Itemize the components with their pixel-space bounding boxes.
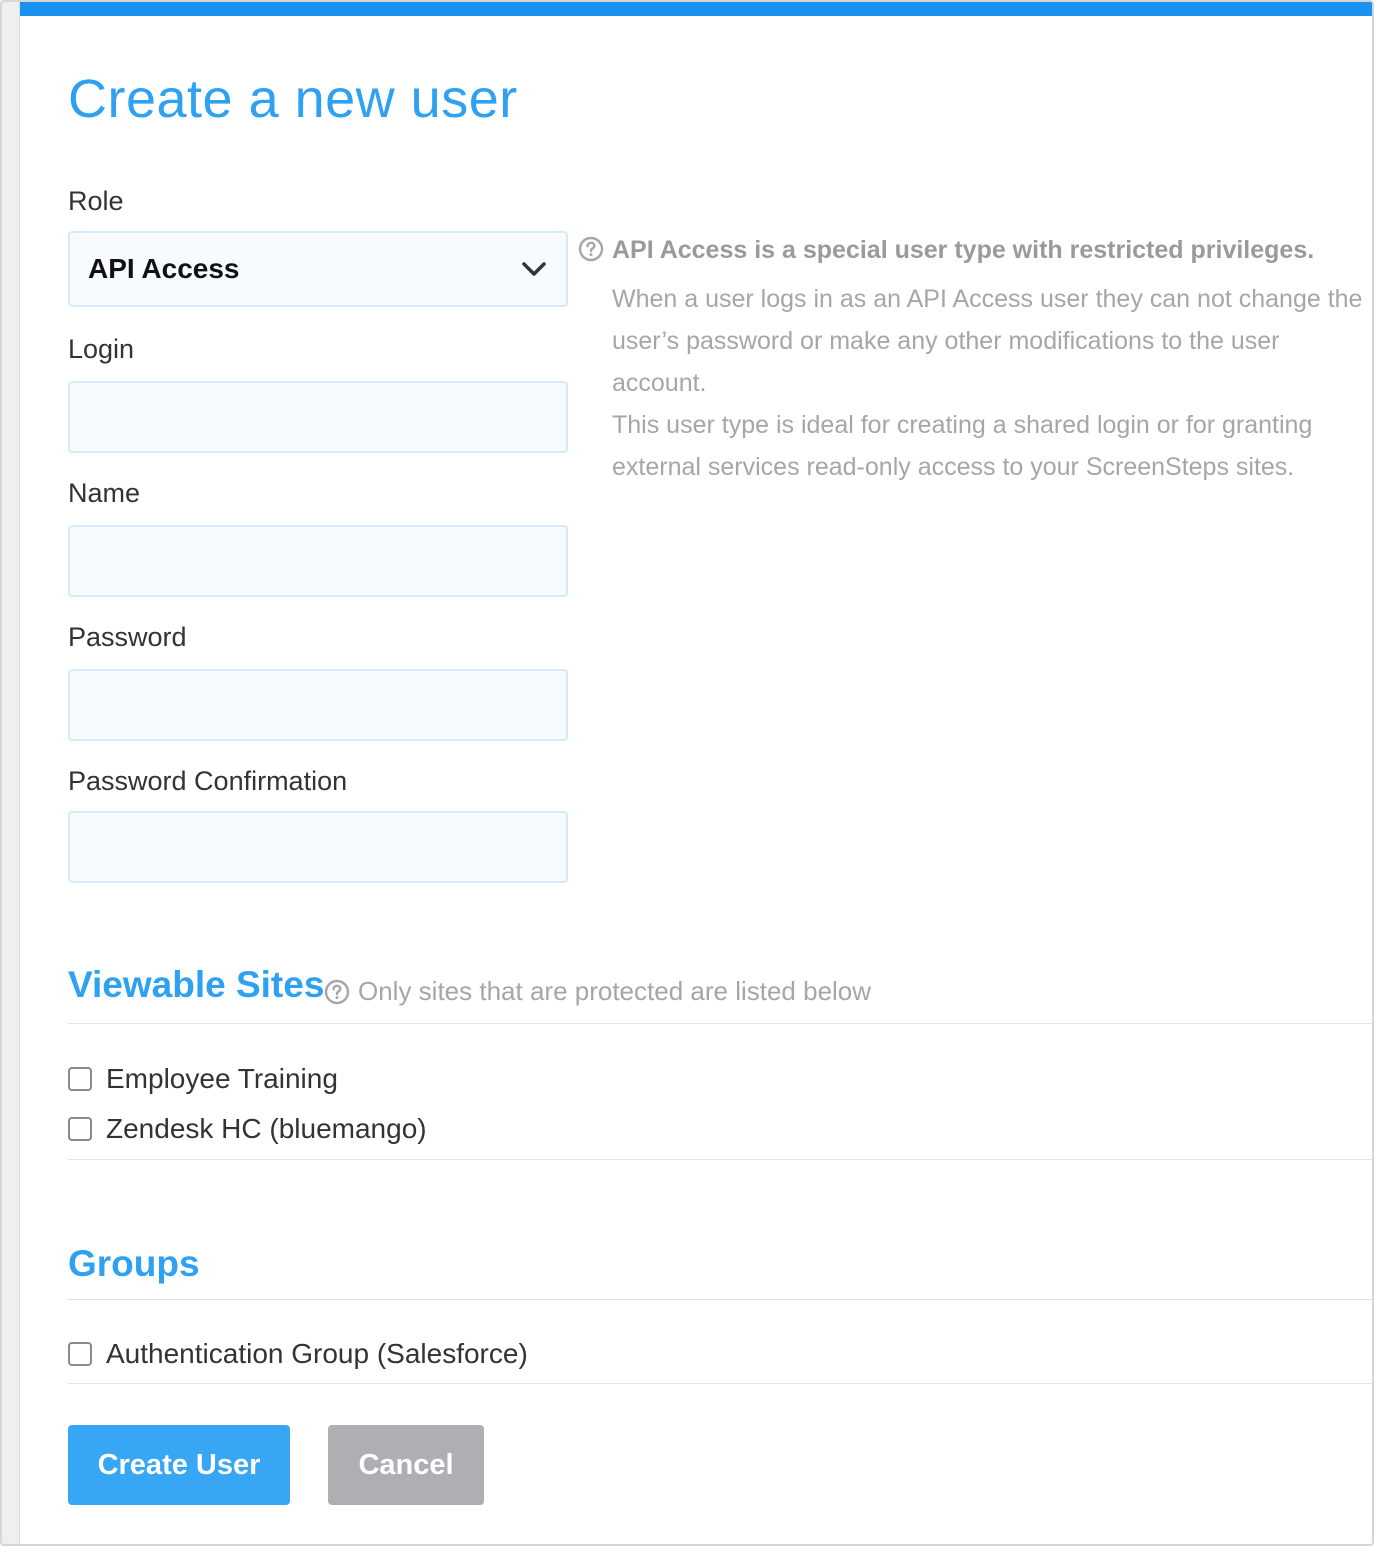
password-confirmation-label: Password Confirmation [68, 766, 348, 796]
top-accent-bar [2, 2, 1372, 16]
section-divider [68, 1383, 1372, 1384]
question-circle-icon [578, 236, 604, 262]
checkbox[interactable] [68, 1067, 92, 1091]
viewable-sites-title: Viewable Sites [68, 964, 325, 1005]
name-label: Name [68, 478, 141, 508]
cancel-button[interactable]: Cancel [328, 1425, 484, 1505]
chevron-down-icon [520, 259, 548, 279]
section-divider [68, 1159, 1372, 1160]
viewable-sites-hint [324, 976, 871, 1007]
password-confirmation-input[interactable] [68, 811, 568, 883]
role-help-line: When a user logs in as an API Access user they can not change the user’s password or make any other modifications to the user account. [612, 285, 1363, 397]
groups-title: Groups [68, 1243, 200, 1284]
name-input[interactable] [68, 525, 568, 597]
site-checkbox-zendesk-hc[interactable] [68, 1113, 427, 1145]
checkbox[interactable] [68, 1342, 92, 1366]
left-sidebar-edge [2, 2, 20, 1544]
create-user-button[interactable]: Create User [68, 1425, 290, 1505]
password-input[interactable] [68, 669, 568, 741]
group-checkbox-label: Authentication Group (Salesforce) [106, 1338, 528, 1369]
section-divider [68, 1023, 1372, 1024]
login-label: Login [68, 334, 135, 364]
group-checkbox-authentication[interactable] [68, 1338, 528, 1370]
role-help-body [612, 278, 1372, 488]
role-help-line: This user type is ideal for creating a shared login or for granting external services read-only access to your ScreenSteps sites. [612, 411, 1313, 481]
section-divider [68, 1299, 1372, 1300]
site-checkbox-label: Employee Training [106, 1063, 338, 1094]
checkbox[interactable] [68, 1117, 92, 1141]
role-label: Role [68, 186, 124, 216]
site-checkbox-label: Zendesk HC (bluemango) [106, 1113, 427, 1144]
role-help-title: API Access is a special user type with restricted privileges. [612, 236, 1315, 264]
login-input[interactable] [68, 381, 568, 453]
role-select-value: API Access [88, 253, 240, 284]
page-title: Create a new user [68, 69, 518, 129]
role-select[interactable] [68, 231, 568, 307]
viewable-sites-hint-text: Only sites that are protected are listed below [358, 976, 872, 1006]
password-label: Password [68, 622, 187, 652]
site-checkbox-employee-training[interactable] [68, 1063, 338, 1095]
question-circle-icon [324, 979, 350, 1005]
